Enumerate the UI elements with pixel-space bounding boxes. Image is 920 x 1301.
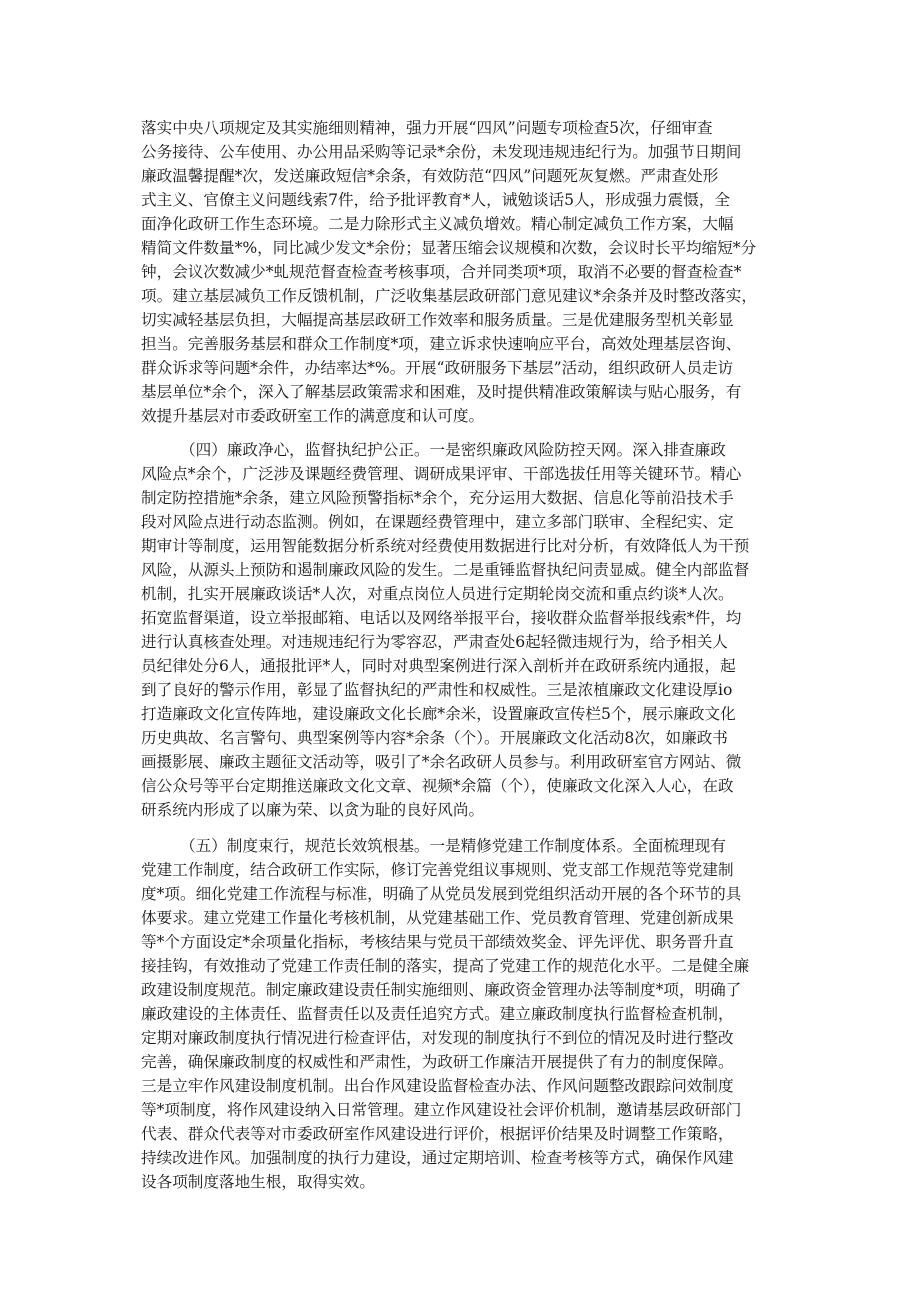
text-line: 代表、群众代表等对市委政研室作风建设进行评价，根据评价结果及时调整工作策略，: [141, 1125, 734, 1143]
text-line: 到了良好的警示作用，彰显了监督执纪的严肃性和权威性。三是浓植廉政文化建设厚io: [141, 681, 733, 699]
text-line: 打造廉政文化宣传阵地，建设廉政文化长廊*余米，设置廉政宣传栏5个，展示廉政文化: [141, 705, 736, 723]
text-line: 群众诉求等问题*余件，办结率达*%。开展“政研服务下基层”活动，组织政研人员走访: [141, 359, 734, 377]
text-line: 持续改进作风。加强制度的执行力建设，通过定期培训、检查考核等方式，确保作风建: [141, 1149, 734, 1167]
text-line: 式主义、官僚主义问题线索7件，给予批评教育*人，诫勉谈话5人，形成强力震慑，全: [141, 191, 731, 209]
text-line: 接挂钩，有效推动了党建工作责任制的落实，提高了党建工作的规范化水平。二是健全廉: [141, 957, 750, 975]
text-line: 段对风险点进行动态监测。例如，在课题经费管理中，建立多部门联审、全程纪实、定: [141, 513, 734, 531]
text-line: 等*个方面设定*余项量化指标，考核结果与党员干部绩效奖金、评先评优、职务晋升直: [141, 933, 734, 951]
text-line: 完善，确保廉政制度的权威性和严肃性，为政研工作廉洁开展提供了有力的制度保障。: [141, 1053, 734, 1071]
text-line: 效提升基层对市委政研室工作的满意度和认可度。: [141, 407, 485, 425]
text-line: 进行认真核查处理。对违规违纪行为零容忍，严肃查处6起轻微违规行为，给予相关人: [141, 633, 728, 651]
section-heading-line: （五）制度束行，规范长效筑根基。一是精修党建工作制度体系。全面梳理现有: [180, 837, 726, 855]
text-line: 三是立牢作风建设制度机制。出台作风建设监督检查办法、作风问题整改跟踪问效制度: [141, 1077, 734, 1095]
text-line: 画摄影展、廉政主题征文活动等，吸引了*余名政研人员参与。利用政研室官方网站、微: [141, 753, 742, 771]
text-line: 研系统内形成了以廉为荣、以贪为耻的良好风尚。: [141, 801, 485, 819]
text-line: 党建工作制度，结合政研工作实际，修订完善党组议事规则、党支部工作规范等党建制: [141, 861, 734, 879]
text-line: 设各项制度落地生根，取得实效。: [141, 1173, 375, 1191]
text-line: 机制，扎实开展廉政谈话*人次，对重点岗位人员进行定期轮岗交流和重点约谈*人次。: [141, 585, 734, 603]
text-line: 员纪律处分6人，通报批评*人，同时对典型案例进行深入剖析并在政研系统内通报，起: [141, 657, 736, 675]
text-line: 期审计等制度，运用智能数据分析系统对经费使用数据进行比对分析，有效降低人为干预: [141, 537, 750, 555]
text-line: 公务接待、公车使用、办公用品采购等记录*余份，未发现违规违纪行为。加强节日期间: [141, 143, 742, 161]
text-line: 落实中央八项规定及其实施细则精神，强力开展“四风”问题专项检查5次，仔细审查: [141, 119, 713, 137]
text-line: 项。建立基层减负工作反馈机制，广泛收集基层政研部门意见建议*余条并及时整改落实，: [141, 287, 757, 305]
text-line: 钟，会议次数减少*虬规范督查检查考核事项，合并同类项*项，取消不必要的督查检查*: [141, 263, 742, 281]
text-line: 度*项。细化党建工作流程与标准，明确了从党员发展到党组织活动开展的各个环节的具: [141, 885, 742, 903]
text-line: 廉政温馨提醒*次，发送廉政短信*余条，有效防范“四风”问题死灰复燃。严肃查处形: [141, 167, 719, 185]
text-line: 廉政建设的主体责任、监督责任以及责任追究方式。建立廉政制度执行监督检查机制，: [141, 1005, 734, 1023]
text-line: 定期对廉政制度执行情况进行检查评估，对发现的制度执行不到位的情况及时进行整改: [141, 1029, 734, 1047]
text-line: 担当。完善服务基层和群众工作制度*项，建立诉求快速响应平台，高效处理基层咨询、: [141, 335, 742, 353]
text-line: 体要求。建立党建工作量化考核机制，从党建基础工作、党员教育管理、党建创新成果: [141, 909, 734, 927]
section-heading-line: （四）廉政净心，监督执纪护公正。一是密织廉政风险防控天网。深入排查廉政: [180, 441, 726, 459]
text-line: 切实减轻基层负担，大幅提高基层政研工作效率和服务质量。三是优建服务型机关彰显: [141, 311, 734, 329]
text-line: 风险，从源头上预防和遏制廉政风险的发生。二是重锤监督执纪问责显威。健全内部监督: [141, 561, 750, 579]
text-line: 面净化政研工作生态环境。二是力除形式主义减负增效。精心制定减负工作方案，大幅: [141, 215, 734, 233]
text-line: 制定防控措施*余条，建立风险预警指标*余个，充分运用大数据、信息化等前沿技术手: [141, 489, 734, 507]
text-line: 拓宽监督渠道，设立举报邮箱、电话以及网络举报平台，接收群众监督举报线索*件，均: [141, 609, 742, 627]
text-line: 精简文件数量*%，同比减少发文*余份；显著压缩会议规模和次数，会议时长平均缩短*分: [141, 239, 757, 257]
text-line: 等*项制度，将作风建设纳入日常管理。建立作风建设社会评价机制，邀请基层政研部门: [141, 1101, 742, 1119]
text-line: 历史典故、名言警句、典型案例等内容*余条（个）。开展廉政文化活动8次，如廉政书: [141, 729, 728, 747]
text-line: 风险点*余个，广泛涉及课题经费管理、调研成果评审、干部选拔任用等关键环节。精心: [141, 465, 742, 483]
text-line: 信公众号等平台定期推送廉政文化文章、视频*余篇（个），使廉政文化深入人心，在政: [141, 777, 734, 795]
text-line: 政建设制度规范。制定廉政建设责任制实施细则、廉政资金管理办法等制度*项，明确了: [141, 981, 742, 999]
text-line: 基层单位*余个，深入了解基层政策需求和困难，及时提供精准政策解读与贴心服务，有: [141, 383, 742, 401]
